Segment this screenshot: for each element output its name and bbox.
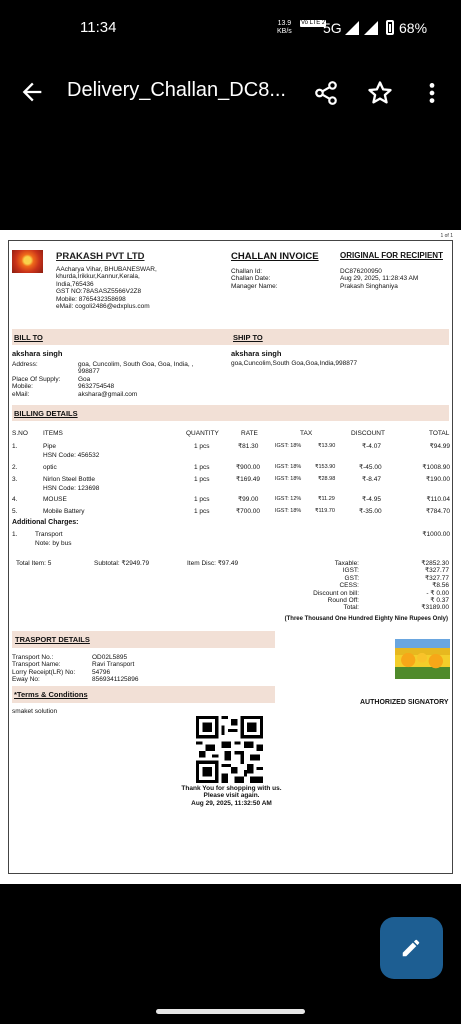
- battery-percent: 68%: [399, 20, 428, 36]
- address-line: India,765436: [56, 280, 94, 288]
- net-speed: [277, 20, 292, 36]
- row-total: ₹1008.90: [422, 464, 450, 471]
- transport-heading: TRASPORT DETAILS: [15, 635, 90, 644]
- qr-code: [196, 716, 263, 783]
- row-rate: ₹900.00: [236, 464, 261, 471]
- field-value: Goa: [78, 375, 91, 383]
- address-line: AAcharya Vihar, BHUBANESWAR,: [56, 266, 157, 273]
- row-item: Transport: [35, 531, 63, 538]
- meta-labels: [231, 268, 278, 290]
- gst-value: ₹327.77: [424, 574, 449, 582]
- document-title: Delivery_Challan_DC8...: [67, 79, 286, 101]
- row-sno: 2.: [12, 464, 18, 471]
- manager-name: Prakash Singhaniya: [340, 282, 398, 290]
- print-timestamp: Aug 29, 2025, 11:32:50 AM: [191, 799, 272, 807]
- col-quantity: QUANTITY: [186, 430, 219, 437]
- field-value: OD02L5895: [92, 654, 128, 661]
- network-type: 5G: [323, 20, 342, 36]
- bill-to-name: akshara singh: [12, 349, 63, 358]
- row-qty: 1 pcs: [194, 443, 210, 450]
- subtotal: Subtotal: ₹2949.79: [94, 560, 150, 567]
- discount-bill-value: - ₹ 0.00: [426, 589, 449, 597]
- row-total: ₹190.00: [425, 476, 450, 483]
- field-value: 8569341125896: [92, 676, 139, 684]
- round-off-value: ₹ 0.37: [430, 597, 449, 605]
- net-speed-value: 13.9: [277, 20, 292, 27]
- row-tax-rate: IGST: 18%: [275, 443, 302, 449]
- row-item: MOUSE: [43, 496, 67, 503]
- manager-name-label: Manager Name:: [231, 282, 278, 290]
- original-label: ORIGINAL FOR RECIPIENT: [340, 251, 443, 260]
- row-tax-rate: IGST: 12%: [275, 496, 302, 502]
- meta-values: [340, 268, 418, 290]
- field-label: Lorry Receipt(LR) No:: [12, 668, 76, 676]
- address-line: khurda,Irikkur,Kannur,Kerala,: [56, 273, 140, 281]
- row-sno: 1.: [12, 443, 18, 450]
- additional-charges-heading: Additional Charges:: [12, 519, 79, 526]
- signal-icon-2: [364, 21, 378, 35]
- row-total: ₹784.70: [425, 508, 450, 515]
- item-discount: Item Disc: ₹97.49: [187, 560, 239, 567]
- row-hsn: HSN Code: 456532: [43, 452, 100, 459]
- row-qty: 1 pcs: [194, 464, 210, 471]
- row-tax-rate: IGST: 18%: [275, 476, 302, 482]
- edit-button[interactable]: [380, 917, 443, 979]
- field-value: Ravi Transport: [92, 661, 135, 669]
- round-off-label: Round Off:: [327, 597, 359, 605]
- bill-to-details: [12, 361, 202, 398]
- challan-id-label: Challan Id:: [231, 268, 263, 275]
- row-tax-amt: ₹119.70: [315, 508, 335, 514]
- field-label: [12, 368, 78, 375]
- back-arrow-icon[interactable]: [18, 78, 46, 106]
- cess-value: ₹8.56: [432, 582, 449, 590]
- visit-again-line: Please visit again.: [203, 792, 260, 800]
- challan-title: CHALLAN INVOICE: [231, 251, 319, 262]
- field-value: akshara@gmail.com: [78, 390, 138, 398]
- row-qty: 1 pcs: [194, 476, 210, 483]
- authorized-signatory: AUTHORIZED SIGNATORY: [360, 699, 449, 706]
- thanks-message: [159, 785, 304, 807]
- summary-labels: [271, 560, 359, 612]
- thanks-line: Thank You for shopping with us.: [181, 785, 282, 792]
- signature-image: [395, 639, 450, 679]
- field-label: Eway No:: [12, 676, 40, 684]
- ship-to-address: goa,Cuncolim,South Goa,Goa,India,998877: [231, 360, 358, 367]
- row-qty: 1 pcs: [194, 508, 210, 515]
- field-value: 9632754548: [78, 383, 115, 391]
- col-discount: DISCOUNT: [351, 430, 385, 437]
- amount-in-words: (Three Thousand One Hundred Eighty Nine Rupees Only): [284, 616, 448, 622]
- row-tax-rate: IGST: 18%: [275, 508, 302, 514]
- company-mobile: Mobile: 8765432358698: [56, 295, 126, 303]
- status-time: 11:34: [80, 19, 117, 36]
- challan-page: [8, 240, 453, 874]
- ship-to-heading: SHIP TO: [233, 333, 263, 342]
- taxable-value: ₹2852.30: [421, 560, 449, 567]
- pencil-icon: [400, 937, 422, 959]
- challan-date: Aug 29, 2025, 11:28:43 AM: [340, 275, 419, 283]
- row-discount: ₹-4.95: [362, 496, 381, 503]
- discount-bill-label: Discount on bill:: [313, 589, 359, 597]
- company-address: [56, 266, 176, 310]
- row-tax-amt: ₹153.90: [315, 464, 336, 470]
- row-rate: ₹700.00: [236, 508, 261, 515]
- row-tax-rate: IGST: 18%: [275, 464, 302, 470]
- field-label: Address:: [12, 361, 38, 368]
- cess-label: CESS:: [339, 582, 359, 590]
- igst-label: IGST:: [342, 567, 359, 575]
- company-name: PRAKASH PVT LTD: [56, 251, 145, 262]
- field-label: Mobile:: [12, 383, 33, 391]
- row-discount: ₹-4.07: [362, 443, 381, 450]
- igst-value: ₹327.77: [424, 567, 449, 575]
- app-bar: [0, 58, 461, 128]
- field-label: eMail:: [12, 390, 30, 398]
- status-bar: [0, 0, 461, 58]
- field-label: Transport No.:: [12, 654, 54, 661]
- row-sno: 1.: [12, 531, 18, 538]
- col-total: TOTAL: [429, 430, 450, 437]
- col-sno: S.NO: [12, 430, 28, 437]
- share-icon[interactable]: [313, 80, 339, 106]
- transport-details: [12, 654, 192, 684]
- billing-heading: BILLING DETAILS: [14, 409, 78, 418]
- pdf-viewer[interactable]: [0, 230, 461, 884]
- row-discount: ₹-45.00: [359, 464, 382, 471]
- row-hsn: HSN Code: 123698: [43, 485, 100, 492]
- field-label: Place Of Supply:: [12, 375, 61, 383]
- row-sno: 3.: [12, 476, 18, 483]
- challan-id: DC876200950: [340, 268, 382, 275]
- row-rate: ₹169.49: [236, 476, 261, 483]
- terms-heading: *Terms & Conditions: [14, 690, 88, 699]
- net-speed-unit: KB/s: [277, 28, 292, 35]
- field-value: goa, Cuncolim, South Goa, Goa, India, ,: [78, 361, 194, 368]
- col-rate: RATE: [241, 430, 258, 437]
- row-total: ₹110.04: [426, 496, 450, 503]
- signal-icon: [345, 21, 359, 35]
- field-label: Transport Name:: [12, 661, 61, 669]
- gst-label: GST:: [344, 574, 359, 582]
- total-item: Total Item: 5: [16, 560, 52, 567]
- row-discount: ₹-35.00: [359, 508, 382, 515]
- grand-total-value: ₹3189.00: [421, 604, 449, 612]
- col-tax: TAX: [300, 430, 313, 437]
- field-value: 54796: [92, 668, 111, 676]
- row-note: Note: by bus: [35, 540, 72, 547]
- row-total: ₹94.99: [429, 443, 450, 450]
- field-value: 998877: [78, 368, 100, 376]
- row-tax-amt: ₹13.90: [318, 443, 336, 449]
- row-item: optic: [43, 464, 57, 471]
- challan-date-label: Challan Date:: [231, 275, 271, 283]
- star-icon[interactable]: [366, 79, 394, 107]
- summary-values: [371, 560, 449, 612]
- company-email: eMail: cogoli2486@edxplus.com: [56, 303, 150, 311]
- terms-text: smaket solution: [12, 708, 58, 715]
- col-items: ITEMS: [43, 430, 63, 437]
- row-qty: 1 pcs: [194, 496, 210, 503]
- row-rate: ₹99.00: [238, 496, 259, 503]
- row-discount: ₹-8.47: [362, 476, 381, 483]
- row-item: Pipe: [43, 443, 57, 450]
- row-rate: ₹81.30: [238, 443, 259, 450]
- gesture-nav-bar[interactable]: [156, 1009, 305, 1014]
- more-vert-icon[interactable]: [423, 80, 441, 106]
- row-tax-amt: ₹11.29: [318, 496, 335, 502]
- gst-number: GST NO:78ASASZ5566V2Z8: [56, 288, 142, 296]
- row-sno: 5.: [12, 508, 18, 515]
- row-total: ₹1000.00: [422, 531, 450, 538]
- battery-icon: [386, 20, 394, 35]
- bill-to-heading: BILL TO: [14, 333, 43, 342]
- row-item: Mobile Battery: [43, 508, 85, 515]
- ship-to-name: akshara singh: [231, 349, 282, 358]
- total-label: Total:: [343, 604, 359, 612]
- page-indicator: 1 of 1: [440, 233, 453, 239]
- row-sno: 4.: [12, 496, 18, 503]
- volte-badge: Vo LTE 2: [301, 20, 326, 26]
- row-item: Nirlon Steel Bottle: [43, 476, 96, 483]
- company-logo: [12, 250, 43, 273]
- row-tax-amt: ₹28.98: [318, 476, 336, 482]
- billto-band: [12, 329, 449, 345]
- taxable-label: Taxable:: [334, 560, 359, 567]
